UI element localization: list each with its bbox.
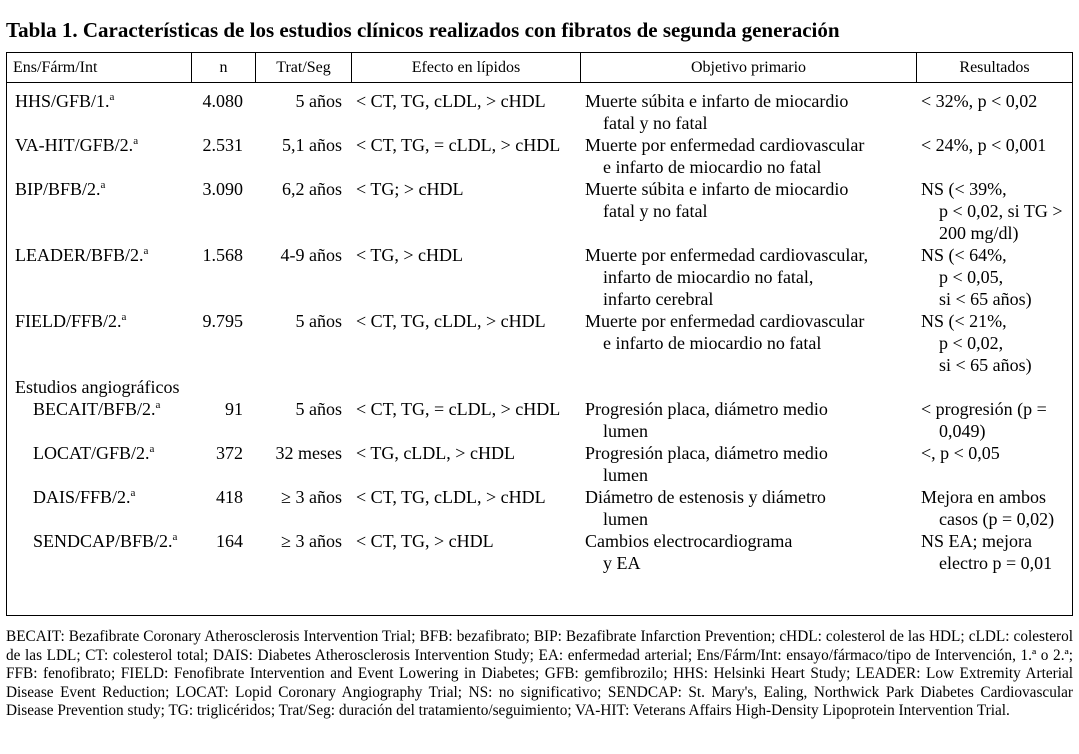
study-name: VA-HIT/GFB/2. <box>15 135 134 155</box>
study-sup: a <box>172 531 178 543</box>
row-resultados <box>921 178 1073 244</box>
resultado-line: p < 0,02, si TG > <box>939 201 1063 221</box>
row-n: 418 <box>216 487 243 507</box>
row-study-name <box>15 90 195 112</box>
study-name: HHS/GFB/1. <box>15 91 110 111</box>
objetivo-line: Progresión placa, diámetro medio <box>585 443 828 463</box>
objetivo-line: Muerte súbita e infarto de miocardio <box>585 179 849 199</box>
row-objetivo-primario <box>585 134 915 178</box>
objetivo-line: fatal y no fatal <box>603 113 708 133</box>
row-n: 164 <box>216 531 243 551</box>
row-study-name <box>15 530 213 552</box>
objetivo-line: infarto cerebral <box>603 289 714 309</box>
row-efecto-lipidos: < CT, TG, cLDL, > cHDL <box>356 487 546 507</box>
resultado-line: p < 0,02, <box>939 333 1004 353</box>
study-sup: a <box>121 311 127 323</box>
table-title: Tabla 1. Características de los estudios clínicos realizados con fibratos de segunda generación <box>6 18 840 42</box>
resultado-line: < 24%, p < 0,001 <box>921 135 1047 155</box>
row-efecto-lipidos: < TG, > cHDL <box>356 245 463 265</box>
row-resultados <box>921 134 1073 156</box>
study-sup: a <box>100 179 106 191</box>
section-label-angiographic: Estudios angiográficos <box>15 377 180 397</box>
row-efecto-lipidos: < CT, TG, cLDL, > cHDL <box>356 311 546 331</box>
row-study-name <box>15 310 195 332</box>
resultado-line: NS EA; mejora <box>921 531 1032 551</box>
row-efecto-lipidos: < CT, TG, > cHDL <box>356 531 494 551</box>
objetivo-line: e infarto de miocardio no fatal <box>603 333 822 353</box>
fibrates-table <box>6 52 1073 616</box>
study-name: DAIS/FFB/2. <box>33 487 131 507</box>
resultado-line: 200 mg/dl) <box>939 223 1019 243</box>
row-study-name <box>15 244 195 266</box>
row-objetivo-primario <box>585 90 915 134</box>
table-header <box>7 53 1072 83</box>
row-n: 1.568 <box>202 245 243 265</box>
row-n: 372 <box>216 443 243 463</box>
objetivo-line: Progresión placa, diámetro medio <box>585 399 828 419</box>
row-study-name <box>15 442 213 464</box>
objetivo-line: lumen <box>603 465 648 485</box>
resultado-line: NS (< 21%, <box>921 311 1007 331</box>
objetivo-line: Muerte por enfermedad cardiovascular <box>585 311 865 331</box>
row-trat-seg: 32 meses <box>275 443 342 463</box>
study-name: FIELD/FFB/2. <box>15 311 122 331</box>
header-ens-farm-int: Ens/Fárm/Int <box>7 53 192 82</box>
objetivo-line: Diámetro de estenosis y diámetro <box>585 487 826 507</box>
row-trat-seg: ≥ 3 años <box>281 531 342 551</box>
row-efecto-lipidos: < CT, TG, = cLDL, > cHDL <box>356 399 561 419</box>
study-sup: a <box>149 443 155 455</box>
resultado-line: 0,049) <box>939 421 986 441</box>
row-objetivo-primario <box>585 178 915 222</box>
row-efecto-lipidos: < CT, TG, cLDL, > cHDL <box>356 91 546 111</box>
row-efecto-lipidos: < TG, cLDL, > cHDL <box>356 443 515 463</box>
table-footnote: BECAIT: Bezafibrate Coronary Atherosclerosis Intervention Trial; BFB: bezafibrato; BIP: Bezafibrate Infarction Prevention; cHDL: colesterol de las HDL; cLDL: colesterol de las LDL; CT: colesterol total; DAIS: Diabetes Atherosclerosis Intervention Study; EA: enfermedad arterial; Ens/Fárm/Int: ensayo/fármaco/tipo de Intervención, 1.ª o 2.ª; FFB: fenofibrato; FIELD: Fenofibrate Intervention and Event Lowering in Diabetes; GFB: gemfibrozilo; HHS: Helsinki Heart Study; LEADER: Low Extremity Arterial Disease Event Reduction; LOCAT: Lopid Coronary Angiography Trial; NS: no significativo; SENDCAP: St. Mary's, Ealing, Northwick Park Diabetes Cardiovascular Disease Prevention study; TG: triglicéridos; Trat/Seg: duración del tratamiento/seguimiento; VA-HIT: Veterans Affairs High-Density Lipoprotein Intervention Trial. <box>6 628 1073 720</box>
row-study-name <box>15 398 213 420</box>
row-objetivo-primario <box>585 530 915 574</box>
resultado-line: Mejora en ambos <box>921 487 1046 507</box>
resultado-line: si < 65 años) <box>939 289 1032 309</box>
resultado-line: NS (< 39%, <box>921 179 1007 199</box>
row-resultados <box>921 398 1073 442</box>
header-trat-seg: Trat/Seg <box>256 53 352 82</box>
row-n: 91 <box>225 399 243 419</box>
header-efecto-lipidos: Efecto en lípidos <box>352 53 581 82</box>
row-objetivo-primario <box>585 244 915 310</box>
row-objetivo-primario <box>585 442 915 486</box>
row-resultados <box>921 530 1073 574</box>
objetivo-line: Muerte por enfermedad cardiovascular <box>585 135 865 155</box>
header-resultados: Resultados <box>959 59 1030 76</box>
row-objetivo-primario <box>585 486 915 530</box>
objetivo-line: e infarto de miocardio no fatal <box>603 157 822 177</box>
row-trat-seg: 4-9 años <box>280 245 342 265</box>
resultado-line: casos (p = 0,02) <box>939 509 1055 529</box>
objetivo-line: lumen <box>603 421 648 441</box>
objetivo-line: lumen <box>603 509 648 529</box>
row-n: 9.795 <box>202 311 243 331</box>
resultado-line: NS (< 64%, <box>921 245 1007 265</box>
study-name: BECAIT/BFB/2. <box>33 399 156 419</box>
objetivo-line: Cambios electrocardiograma <box>585 531 793 551</box>
row-trat-seg: 5 años <box>295 311 342 331</box>
resultado-line: < progresión (p = <box>921 399 1047 419</box>
row-trat-seg: 5 años <box>295 399 342 419</box>
row-trat-seg: 6,2 años <box>282 179 342 199</box>
study-name: SENDCAP/BFB/2. <box>33 531 173 551</box>
header-n: n <box>192 53 256 82</box>
objetivo-line: fatal y no fatal <box>603 201 708 221</box>
row-resultados <box>921 244 1073 310</box>
study-name: LOCAT/GFB/2. <box>33 443 150 463</box>
resultado-line: <, p < 0,05 <box>921 443 1000 463</box>
header-objetivo-primario: Objetivo primario <box>581 53 917 82</box>
row-study-name <box>15 178 195 200</box>
resultado-line: si < 65 años) <box>939 355 1032 375</box>
study-sup: a <box>130 487 136 499</box>
row-n: 2.531 <box>202 135 243 155</box>
study-name: BIP/BFB/2. <box>15 179 101 199</box>
objetivo-line: Muerte por enfermedad cardiovascular, <box>585 245 869 265</box>
row-study-name <box>15 486 213 508</box>
row-efecto-lipidos: < CT, TG, = cLDL, > cHDL <box>356 135 561 155</box>
study-sup: a <box>143 245 149 257</box>
row-efecto-lipidos: < TG; > cHDL <box>356 179 464 199</box>
row-resultados <box>921 90 1073 112</box>
row-study-name <box>15 134 195 156</box>
study-sup: a <box>133 135 139 147</box>
study-sup: a <box>155 399 161 411</box>
row-resultados <box>921 442 1073 464</box>
resultado-line: electro p = 0,01 <box>939 553 1053 573</box>
row-objetivo-primario <box>585 310 915 354</box>
row-resultados <box>921 310 1073 376</box>
objetivo-line: y EA <box>603 553 641 573</box>
study-sup: a <box>109 91 115 103</box>
row-n: 4.080 <box>202 91 243 111</box>
resultado-line: p < 0,05, <box>939 267 1004 287</box>
row-n: 3.090 <box>202 179 243 199</box>
row-resultados <box>921 486 1073 530</box>
resultado-line: < 32%, p < 0,02 <box>921 91 1038 111</box>
row-trat-seg: ≥ 3 años <box>281 487 342 507</box>
objetivo-line: infarto de miocardio no fatal, <box>603 267 814 287</box>
row-trat-seg: 5,1 años <box>282 135 342 155</box>
objetivo-line: Muerte súbita e infarto de miocardio <box>585 91 849 111</box>
row-trat-seg: 5 años <box>295 91 342 111</box>
study-name: LEADER/BFB/2. <box>15 245 144 265</box>
row-objetivo-primario <box>585 398 915 442</box>
